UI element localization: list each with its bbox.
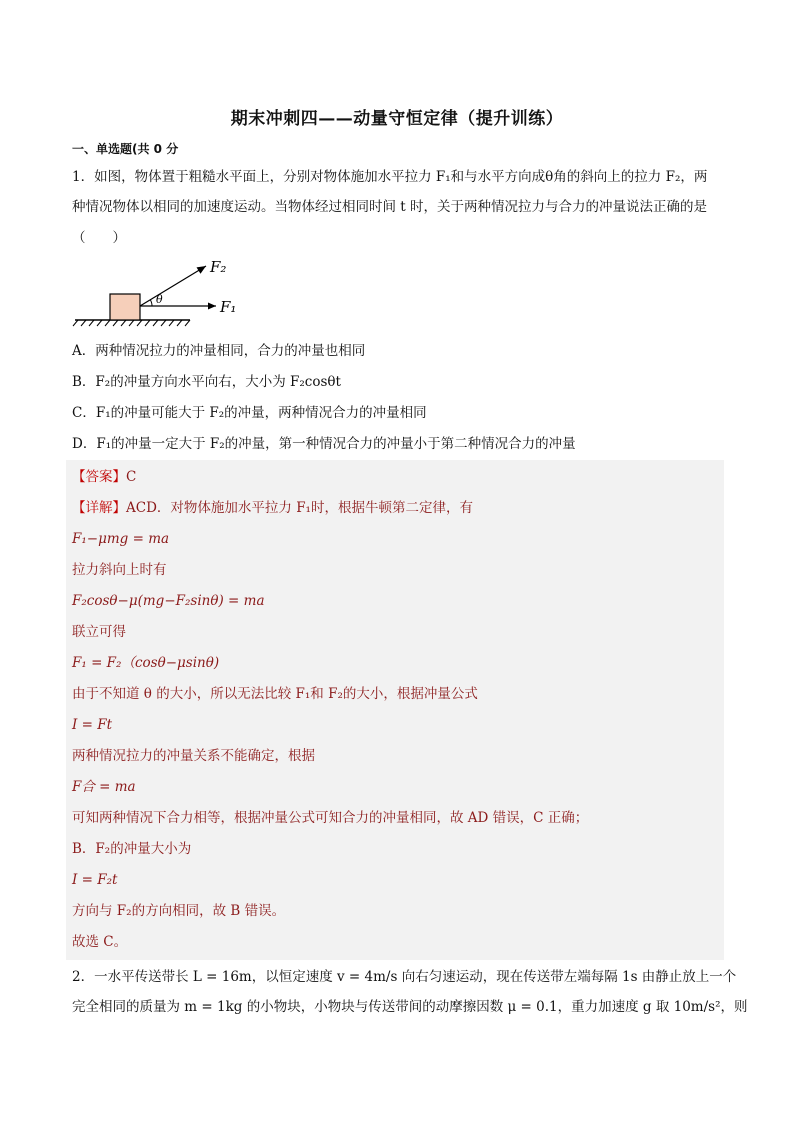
f2-arrowhead [197, 266, 207, 274]
question-1-line-2: 种情况物体以相同的加速度运动。当物体经过相同时间 t 时，关于两种情况拉力与合力的冲量说法正确的是 [72, 199, 708, 215]
f1-label: F₁ [220, 298, 237, 316]
solution-text-2: 联立可得 [72, 624, 126, 640]
block [110, 294, 140, 320]
detail-row [72, 495, 473, 521]
ground-hatching [73, 320, 190, 326]
f1-arrowhead [208, 303, 216, 310]
solution-text-4: 两种情况拉力的冲量关系不能确定，根据 [72, 748, 315, 764]
f2-arrow [140, 266, 206, 306]
theta-arc [150, 300, 152, 306]
equation-1: F₁−μmg = ma [72, 531, 170, 547]
question-1-options [72, 338, 576, 462]
solution-text-3: 由于不知道 θ 的大小，所以无法比较 F₁和 F₂的大小，根据冲量公式 [72, 686, 478, 702]
solution-text-5: 可知两种情况下合力相等，根据冲量公式可知合力的冲量相同，故 AD 错误，C 正确； [72, 810, 589, 826]
question-2-line-1: 2．一水平传送带长 L = 16m，以恒定速度 v = 4m/s 向右匀速运动，现在传送带左端每隔 1s 由静止放上一个 [72, 969, 737, 985]
question-1-stem [72, 162, 724, 222]
answer-value: C [126, 469, 137, 485]
solution-text-1: 拉力斜向上时有 [72, 562, 167, 578]
question-2-stem [72, 962, 748, 1022]
option-a: A．两种情况拉力的冲量相同，合力的冲量也相同 [72, 343, 366, 359]
answer-row [72, 464, 136, 490]
option-c: C．F₁的冲量可能大于 F₂的冲量，两种情况合力的冲量相同 [72, 405, 427, 421]
equation-6: I = F₂t [72, 872, 118, 888]
equation-3: F₁ = F₂（cosθ−μsinθ) [72, 655, 220, 671]
theta-label: θ [156, 293, 163, 306]
question-1-line-1: 1．如图，物体置于粗糙水平面上，分别对物体施加水平拉力 F₁和与水平方向成θ角的斜向上的拉力 F₂，两 [72, 169, 708, 185]
answer-blank: （ ） [72, 230, 126, 246]
detail-intro: ACD．对物体施加水平拉力 F₁时，根据牛顿第二定律，有 [126, 500, 473, 516]
option-b: B．F₂的冲量方向水平向右，大小为 F₂cosθt [72, 374, 341, 390]
section-heading: 一、单选题(共 0 分 [72, 142, 179, 156]
solution-text-8: 故选 C。 [72, 934, 128, 950]
detail-tag: 【详解】 [72, 500, 126, 516]
force-diagram [70, 254, 250, 334]
answer-tag: 【答案】 [72, 469, 126, 485]
solution-box [66, 460, 724, 960]
question-2-line-2: 完全相同的质量为 m = 1kg 的小物块，小物块与传送带间的动摩擦因数 μ = 0.1，重力加速度 g 取 10m/s²，则 [72, 999, 748, 1015]
solution-text-7: 方向与 F₂的方向相同，故 B 错误。 [72, 903, 286, 919]
solution-text-6: B．F₂的冲量大小为 [72, 841, 192, 857]
equation-5: F合 = ma [72, 779, 136, 795]
equation-2: F₂cosθ−μ(mg−F₂sinθ) = ma [72, 593, 265, 609]
page-title: 期末冲刺四——动量守恒定律（提升训练） [230, 109, 564, 129]
equation-4: I = Ft [72, 717, 113, 733]
option-d: D．F₁的冲量一定大于 F₂的冲量，第一种情况合力的冲量小于第二种情况合力的冲量 [72, 436, 576, 452]
f2-label: F₂ [210, 258, 227, 276]
